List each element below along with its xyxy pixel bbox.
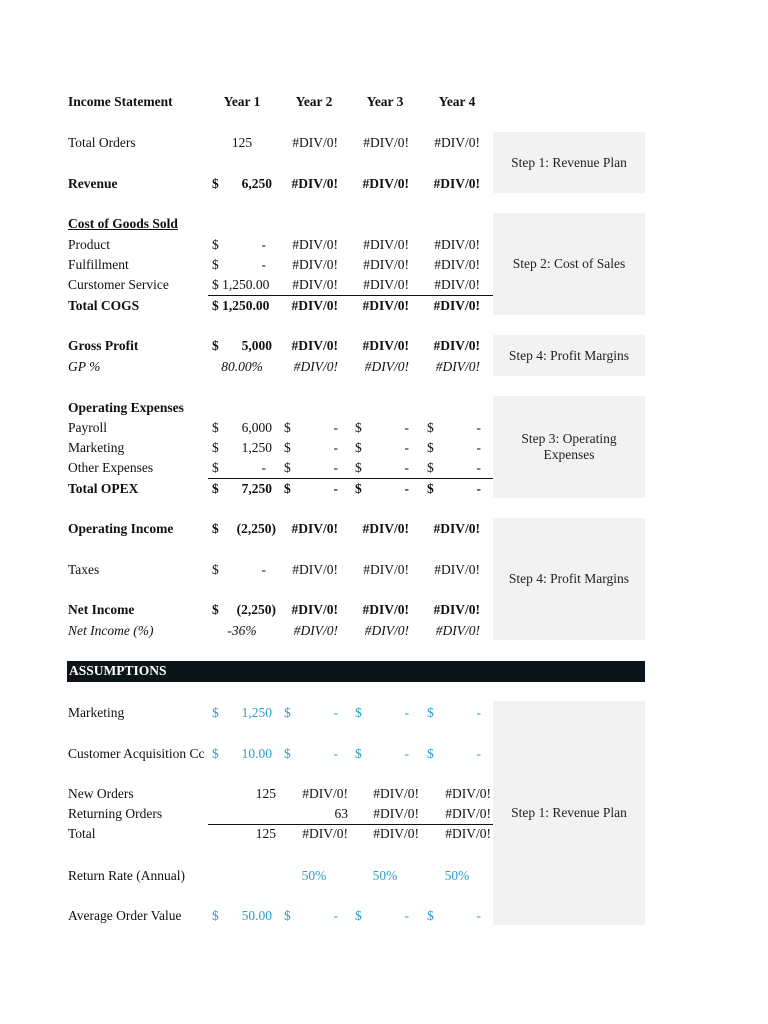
step-profit-margins-box xyxy=(493,335,645,376)
aov-currency-y1[interactable]: $ xyxy=(212,908,219,923)
cac-currency-y2[interactable]: $ xyxy=(284,746,291,761)
taxes-label: Taxes xyxy=(68,562,100,577)
marketing-currency-y3: $ xyxy=(355,440,362,455)
other-expenses-currency-y2: $ xyxy=(284,460,291,475)
assumption-marketing-label: Marketing xyxy=(68,705,125,720)
total-opex-currency-y1: $ xyxy=(212,481,219,496)
step-revenue-plan-box xyxy=(493,132,645,193)
product-y1: - xyxy=(261,237,266,252)
cac-y2[interactable]: - xyxy=(333,746,338,761)
taxes-currency: $ xyxy=(212,562,219,577)
total-orders-y3: #DIV/0! xyxy=(363,135,409,150)
customer-service-y4: #DIV/0! xyxy=(434,277,480,292)
cogs-heading: Cost of Goods Sold xyxy=(68,216,178,231)
gross-profit-y2: #DIV/0! xyxy=(291,338,338,353)
gp-pct-y4: #DIV/0! xyxy=(435,359,480,374)
aov-y1[interactable]: 50.00 xyxy=(241,908,272,923)
operating-income-y3: #DIV/0! xyxy=(362,521,409,536)
total-orders-assumption-y1: 125 xyxy=(255,826,276,841)
new-orders-y3: #DIV/0! xyxy=(373,786,419,801)
cac-currency-y4[interactable]: $ xyxy=(427,746,434,761)
cogs-total-rule xyxy=(208,295,493,296)
payroll-y2: - xyxy=(333,420,338,435)
net-income-pct-y3: #DIV/0! xyxy=(364,623,409,638)
returning-orders-y2: 63 xyxy=(334,806,348,821)
net-income-y3: #DIV/0! xyxy=(362,602,409,617)
net-income-label: Net Income xyxy=(68,602,135,617)
other-expenses-y1: - xyxy=(261,460,266,475)
operating-income-y1: (2,250) xyxy=(236,521,276,536)
step-profit-margins-box-2 xyxy=(493,518,645,640)
step-cost-of-sales-label: Step 2: Cost of Sales xyxy=(512,256,626,271)
marketing-currency-y4: $ xyxy=(427,440,434,455)
aov-currency-y3[interactable]: $ xyxy=(355,908,362,923)
marketing-currency-y2: $ xyxy=(284,440,291,455)
customer-service-y3: #DIV/0! xyxy=(363,277,409,292)
returning-orders-label: Returning Orders xyxy=(68,806,163,821)
return-rate-label: Return Rate (Annual) xyxy=(68,868,185,883)
year-1-header: Year 1 xyxy=(223,94,261,109)
total-orders-assumption-y3: #DIV/0! xyxy=(373,826,419,841)
total-orders-y2: #DIV/0! xyxy=(292,135,338,150)
return-rate-y4[interactable]: 50% xyxy=(444,868,470,883)
assumption-marketing-y2[interactable]: - xyxy=(333,705,338,720)
step-profit-margins-label: Step 4: Profit Margins xyxy=(508,347,630,363)
assumption-marketing-y1[interactable]: 1,250 xyxy=(241,705,272,720)
year-3-header: Year 3 xyxy=(366,94,404,109)
product-currency: $ xyxy=(212,237,219,252)
aov-currency-y4[interactable]: $ xyxy=(427,908,434,923)
net-income-y2: #DIV/0! xyxy=(291,602,338,617)
operating-income-currency: $ xyxy=(212,521,219,536)
gross-profit-currency: $ xyxy=(212,338,219,353)
cac-y4[interactable]: - xyxy=(476,746,481,761)
cac-currency-y3[interactable]: $ xyxy=(355,746,362,761)
new-orders-y2: #DIV/0! xyxy=(302,786,348,801)
operating-income-label: Operating Income xyxy=(68,521,174,536)
orders-total-rule xyxy=(208,824,493,825)
total-opex-y1: 7,250 xyxy=(241,481,272,496)
fulfillment-y2: #DIV/0! xyxy=(292,257,338,272)
total-opex-y4: - xyxy=(476,481,481,496)
total-opex-label: Total OPEX xyxy=(68,481,139,496)
operating-income-y2: #DIV/0! xyxy=(291,521,338,536)
statement-title: Income Statement xyxy=(68,94,173,109)
opex-total-rule xyxy=(208,478,493,479)
marketing-y3: - xyxy=(404,440,409,455)
assumption-marketing-currency-y1[interactable]: $ xyxy=(212,705,219,720)
net-income-y4: #DIV/0! xyxy=(433,602,480,617)
assumption-marketing-currency-y4[interactable]: $ xyxy=(427,705,434,720)
other-expenses-currency-y1: $ xyxy=(212,460,219,475)
step-revenue-plan-box-2 xyxy=(493,701,645,925)
gp-pct-y1: 80.00% xyxy=(221,359,263,374)
fulfillment-label: Fulfillment xyxy=(68,257,129,272)
net-income-currency: $ xyxy=(212,602,219,617)
cac-y1[interactable]: 10.00 xyxy=(241,746,272,761)
other-expenses-currency-y3: $ xyxy=(355,460,362,475)
payroll-currency-y1: $ xyxy=(212,420,219,435)
net-income-pct-y1: -36% xyxy=(227,623,257,638)
aov-y4[interactable]: - xyxy=(476,908,481,923)
total-cogs-y2: #DIV/0! xyxy=(291,298,338,313)
other-expenses-currency-y4: $ xyxy=(427,460,434,475)
marketing-y1: 1,250 xyxy=(241,440,272,455)
returning-orders-y3: #DIV/0! xyxy=(373,806,419,821)
total-cogs-y1: $ 1,250.00 xyxy=(212,298,270,313)
payroll-y3: - xyxy=(404,420,409,435)
step-operating-expenses-box xyxy=(493,396,645,498)
payroll-currency-y3: $ xyxy=(355,420,362,435)
operating-income-y4: #DIV/0! xyxy=(433,521,480,536)
revenue-label: Revenue xyxy=(68,176,118,191)
assumption-marketing-currency-y3[interactable]: $ xyxy=(355,705,362,720)
step-operating-expenses-label-1: Step 3: Operating xyxy=(521,431,617,446)
payroll-currency-y2: $ xyxy=(284,420,291,435)
return-rate-y3[interactable]: 50% xyxy=(372,868,398,883)
total-opex-currency-y3: $ xyxy=(355,481,362,496)
total-cogs-y4: #DIV/0! xyxy=(433,298,480,313)
assumption-marketing-y3[interactable]: - xyxy=(404,705,409,720)
total-opex-currency-y2: $ xyxy=(284,481,291,496)
total-orders-label: Total Orders xyxy=(68,135,136,150)
taxes-y4: #DIV/0! xyxy=(434,562,480,577)
step-revenue-plan-label: Step 1: Revenue Plan xyxy=(511,154,627,170)
assumptions-banner xyxy=(67,661,645,682)
product-label: Product xyxy=(68,237,110,252)
taxes-y1: - xyxy=(261,562,266,577)
payroll-y1: 6,000 xyxy=(241,420,272,435)
assumption-marketing-y4[interactable]: - xyxy=(476,705,481,720)
customer-service-y2: #DIV/0! xyxy=(292,277,338,292)
assumption-marketing-currency-y2[interactable]: $ xyxy=(284,705,291,720)
returning-orders-y4: #DIV/0! xyxy=(445,806,491,821)
total-orders-assumption-y4: #DIV/0! xyxy=(445,826,491,841)
gross-profit-y1: 5,000 xyxy=(241,338,272,353)
marketing-currency-y1: $ xyxy=(212,440,219,455)
total-orders-assumption-y2: #DIV/0! xyxy=(302,826,348,841)
total-orders-y1: 125 xyxy=(231,135,253,150)
other-expenses-y4: - xyxy=(476,460,481,475)
cac-y3[interactable]: - xyxy=(404,746,409,761)
fulfillment-y4: #DIV/0! xyxy=(434,257,480,272)
total-cogs-label: Total COGS xyxy=(68,298,140,313)
aov-label: Average Order Value xyxy=(68,908,182,923)
product-y4: #DIV/0! xyxy=(434,237,480,252)
marketing-label: Marketing xyxy=(68,440,125,455)
customer-service-y1: $ 1,250.00 xyxy=(212,277,270,292)
revenue-currency: $ xyxy=(212,176,219,191)
product-y3: #DIV/0! xyxy=(363,237,409,252)
payroll-currency-y4: $ xyxy=(427,420,434,435)
gross-profit-y4: #DIV/0! xyxy=(433,338,480,353)
revenue-y1: 6,250 xyxy=(241,176,272,191)
other-expenses-y3: - xyxy=(404,460,409,475)
gp-pct-y3: #DIV/0! xyxy=(364,359,409,374)
marketing-y4: - xyxy=(476,440,481,455)
taxes-y2: #DIV/0! xyxy=(292,562,338,577)
step-cost-of-sales-box xyxy=(493,213,645,315)
total-orders-assumption-label: Total xyxy=(68,826,96,841)
opex-heading: Operating Expenses xyxy=(68,400,184,415)
total-opex-currency-y4: $ xyxy=(427,481,434,496)
gross-profit-label: Gross Profit xyxy=(68,338,139,353)
product-y2: #DIV/0! xyxy=(292,237,338,252)
net-income-pct-y4: #DIV/0! xyxy=(435,623,480,638)
return-rate-y2[interactable]: 50% xyxy=(301,868,327,883)
assumptions-title: ASSUMPTIONS xyxy=(69,663,167,678)
other-expenses-label: Other Expenses xyxy=(68,460,154,475)
aov-currency-y2[interactable]: $ xyxy=(284,908,291,923)
step-operating-expenses-label-2: Expenses xyxy=(543,447,595,462)
year-2-header: Year 2 xyxy=(295,94,333,109)
revenue-y2: #DIV/0! xyxy=(291,176,338,191)
customer-service-label: Curstomer Service xyxy=(68,277,169,292)
total-orders-y4: #DIV/0! xyxy=(434,135,480,150)
total-opex-y3: - xyxy=(404,481,409,496)
total-cogs-y3: #DIV/0! xyxy=(362,298,409,313)
net-income-pct-label: Net Income (%) xyxy=(68,623,154,638)
new-orders-label: New Orders xyxy=(68,786,134,801)
net-income-pct-y2: #DIV/0! xyxy=(293,623,338,638)
year-4-header: Year 4 xyxy=(438,94,476,109)
aov-y2[interactable]: - xyxy=(333,908,338,923)
new-orders-y1: 125 xyxy=(255,786,276,801)
payroll-label: Payroll xyxy=(68,420,107,435)
gross-profit-y3: #DIV/0! xyxy=(362,338,409,353)
aov-y3[interactable]: - xyxy=(404,908,409,923)
cac-currency-y1[interactable]: $ xyxy=(212,746,219,761)
revenue-y3: #DIV/0! xyxy=(362,176,409,191)
fulfillment-y3: #DIV/0! xyxy=(363,257,409,272)
cac-label: Customer Acquisition Cc xyxy=(68,746,205,761)
other-expenses-y2: - xyxy=(333,460,338,475)
taxes-y3: #DIV/0! xyxy=(363,562,409,577)
new-orders-y4: #DIV/0! xyxy=(445,786,491,801)
fulfillment-y1: - xyxy=(261,257,266,272)
marketing-y2: - xyxy=(333,440,338,455)
gp-pct-label: GP % xyxy=(68,359,101,374)
gp-pct-y2: #DIV/0! xyxy=(293,359,338,374)
step-profit-margins-label-2: Step 4: Profit Margins xyxy=(508,571,630,586)
net-income-y1: (2,250) xyxy=(236,602,276,617)
step-revenue-plan-label-2: Step 1: Revenue Plan xyxy=(511,805,627,820)
revenue-y4: #DIV/0! xyxy=(433,176,480,191)
fulfillment-currency: $ xyxy=(212,257,219,272)
payroll-y4: - xyxy=(476,420,481,435)
total-opex-y2: - xyxy=(333,481,338,496)
